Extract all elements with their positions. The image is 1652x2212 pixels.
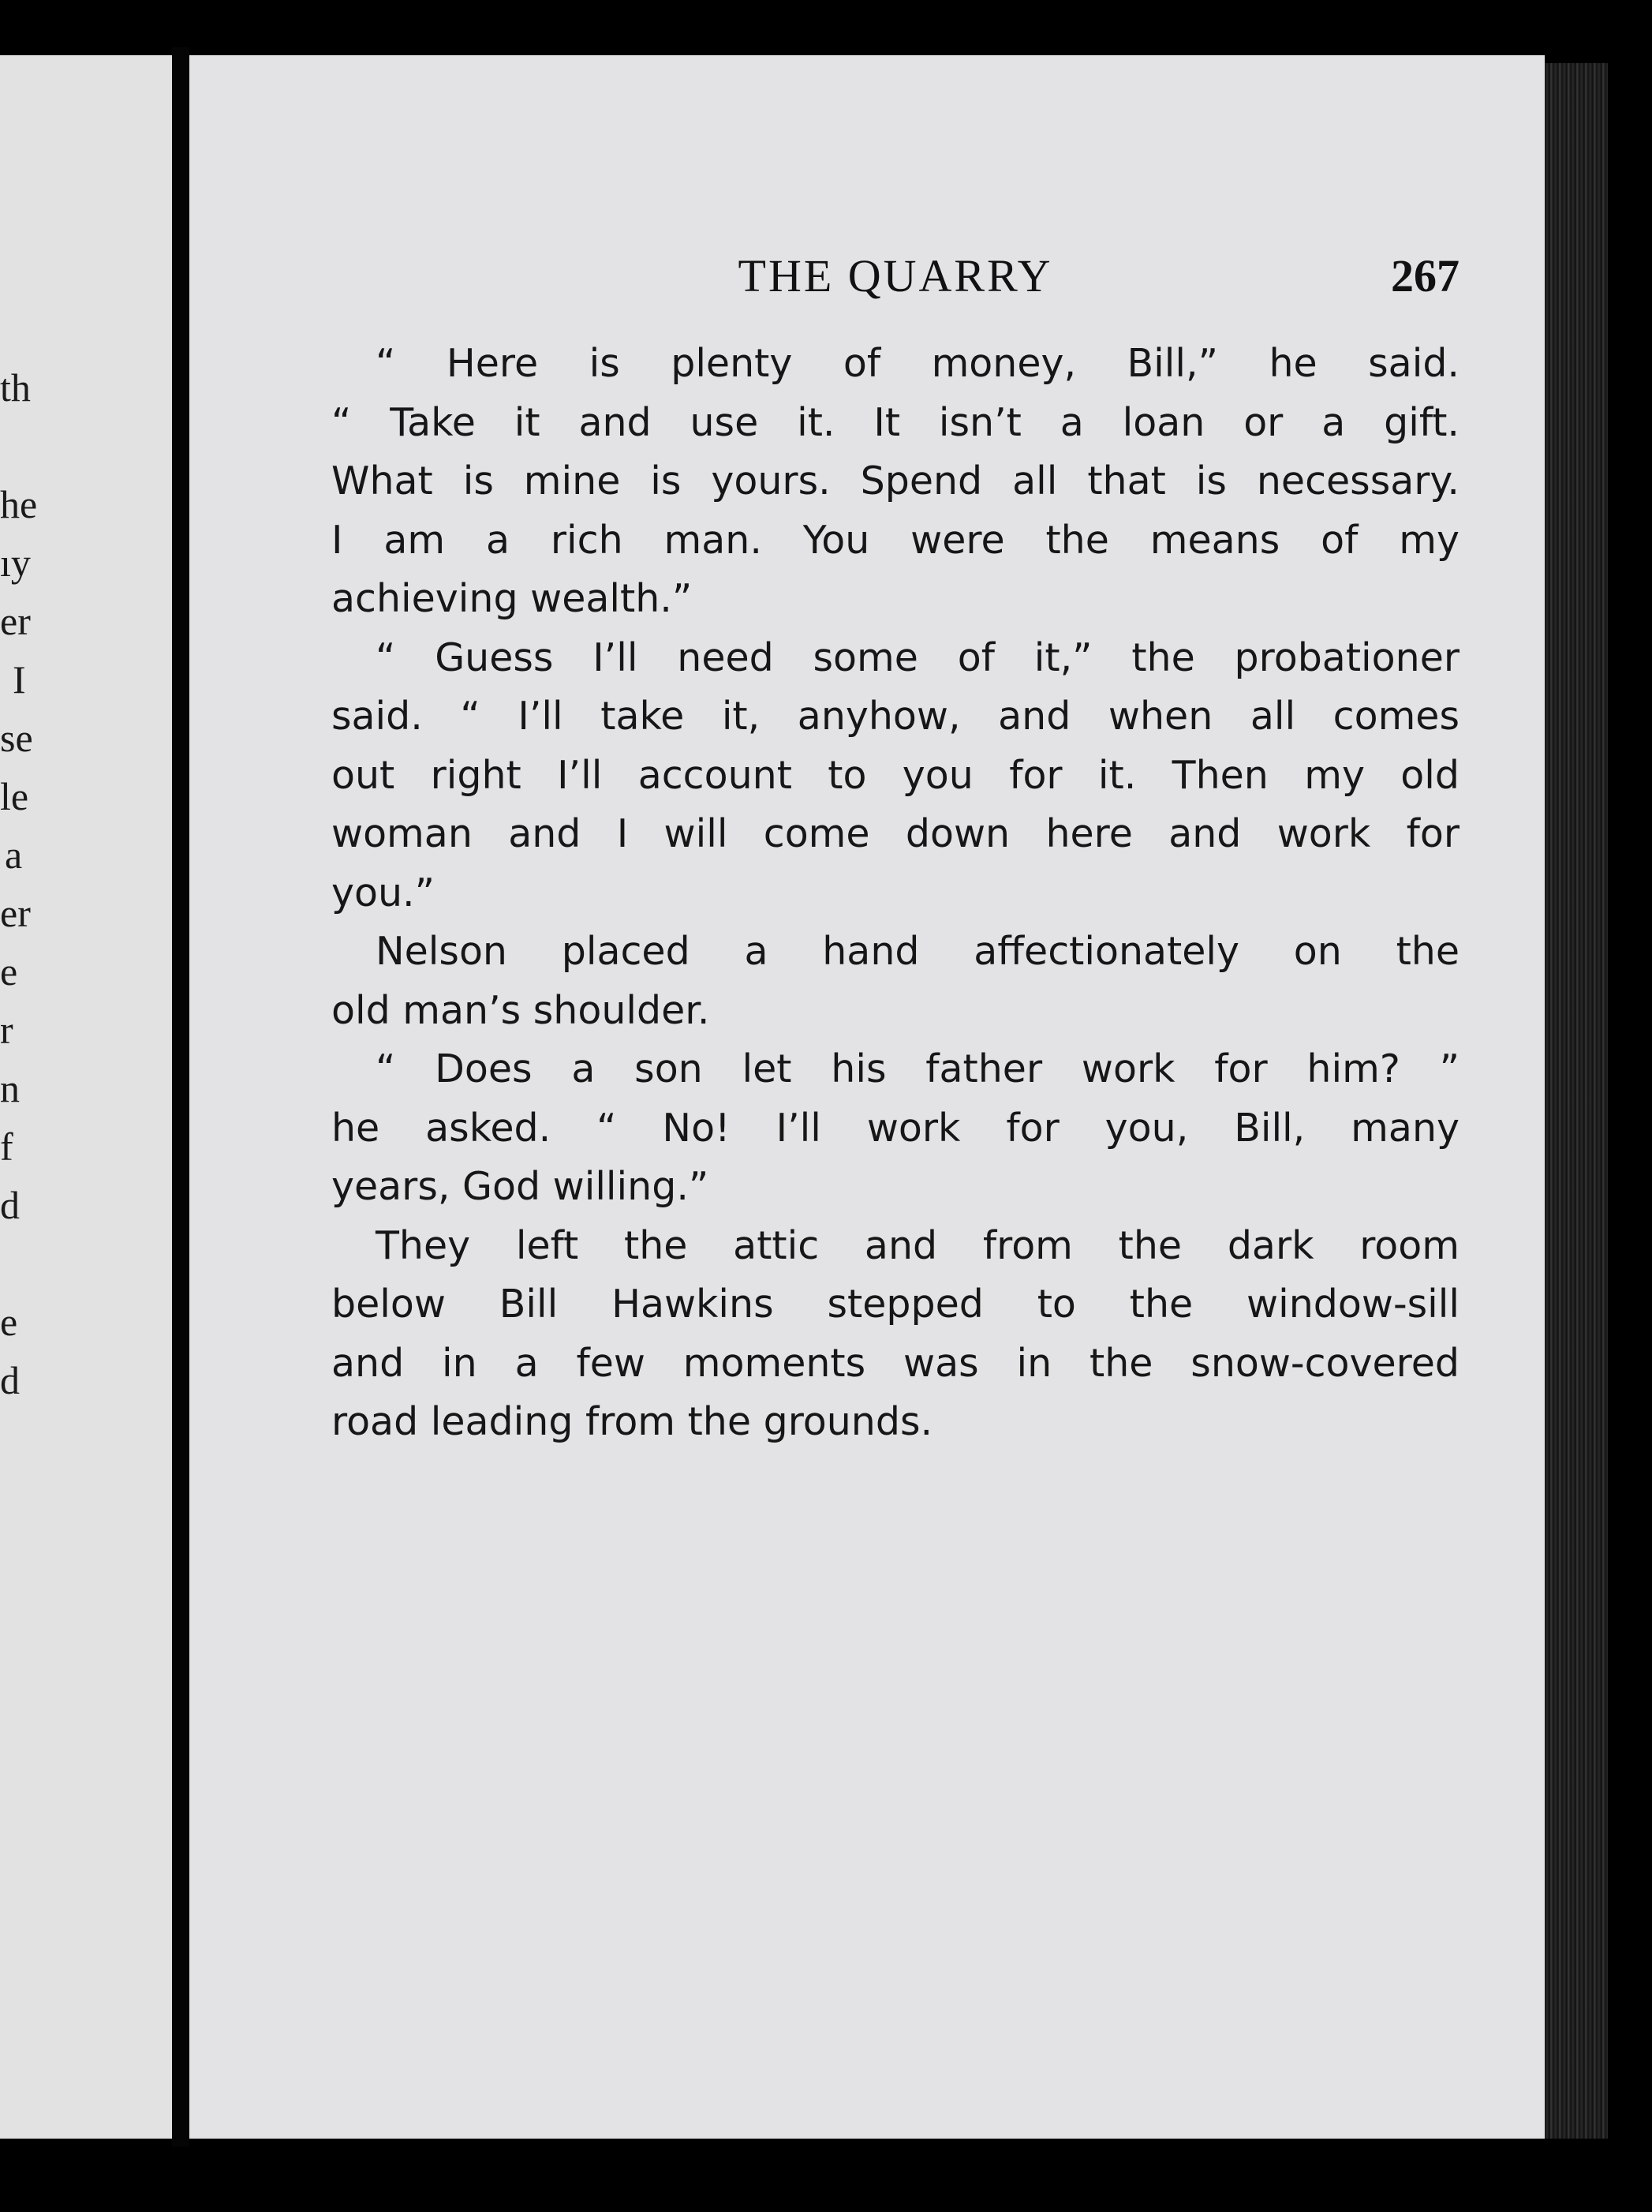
left-fragment: f xyxy=(0,1125,13,1169)
page-number: 267 xyxy=(1391,250,1460,301)
left-fragment: d xyxy=(0,1183,20,1227)
left-fragment: n xyxy=(0,1066,20,1110)
left-page-text-fragments xyxy=(0,55,172,2139)
left-fragment: he xyxy=(0,482,38,526)
left-fragment: er xyxy=(0,891,31,935)
right-page xyxy=(189,55,1545,2139)
text-line: woman and I will come down here and work for xyxy=(331,811,1460,856)
text-line: road leading from the grounds. xyxy=(331,1399,933,1444)
text-line: “ Guess I’ll need some of it,” the probationer xyxy=(376,634,1460,680)
book-gutter xyxy=(172,47,189,2147)
left-fragment: er xyxy=(0,599,31,643)
running-head xyxy=(331,249,1460,313)
left-fragment: se xyxy=(0,716,33,760)
text-line: achieving wealth.” xyxy=(331,576,693,621)
text-line: out right I’ll account to you for it. Then my old xyxy=(331,752,1460,798)
text-line: years, God willing.” xyxy=(331,1164,709,1209)
text-line: “ Take it and use it. It isn’t a loan or a gift. xyxy=(331,399,1460,445)
text-line: What is mine is yours. Spend all that is necessary. xyxy=(331,458,1460,503)
left-fragment: d xyxy=(0,1358,20,1402)
left-fragment: I xyxy=(13,657,26,702)
left-page xyxy=(0,55,172,2139)
left-fragment: le xyxy=(0,774,29,818)
left-fragment: ıy xyxy=(0,541,31,585)
left-fragment: th xyxy=(0,365,31,410)
text-line: I am a rich man. You were the means of my xyxy=(331,517,1460,563)
left-fragment: e xyxy=(0,1300,18,1344)
page-edges xyxy=(1545,63,1608,2139)
text-line: said. “ I’ll take it, anyhow, and when all comes xyxy=(331,694,1460,739)
text-line: old man’s shoulder. xyxy=(331,987,710,1033)
text-line: Nelson placed a hand affectionately on the xyxy=(376,929,1460,974)
text-line: “ Does a son let his father work for him? ” xyxy=(376,1046,1460,1091)
text-line: and in a few moments was in the snow-covered xyxy=(331,1340,1460,1386)
body-text xyxy=(331,335,1460,1452)
running-title: THE QUARRY xyxy=(738,250,1053,301)
text-line: you.” xyxy=(331,870,435,915)
left-fragment: a xyxy=(5,833,23,877)
text-line: They left the attic and from the dark room xyxy=(376,1222,1460,1268)
text-line: “ Here is plenty of money, Bill,” he said. xyxy=(376,341,1460,386)
left-fragment: r xyxy=(0,1008,13,1052)
text-line: below Bill Hawkins stepped to the window-sill xyxy=(331,1282,1460,1327)
left-fragment: e xyxy=(0,949,18,994)
text-line: he asked. “ No! I’ll work for you, Bill, many xyxy=(331,1105,1460,1151)
